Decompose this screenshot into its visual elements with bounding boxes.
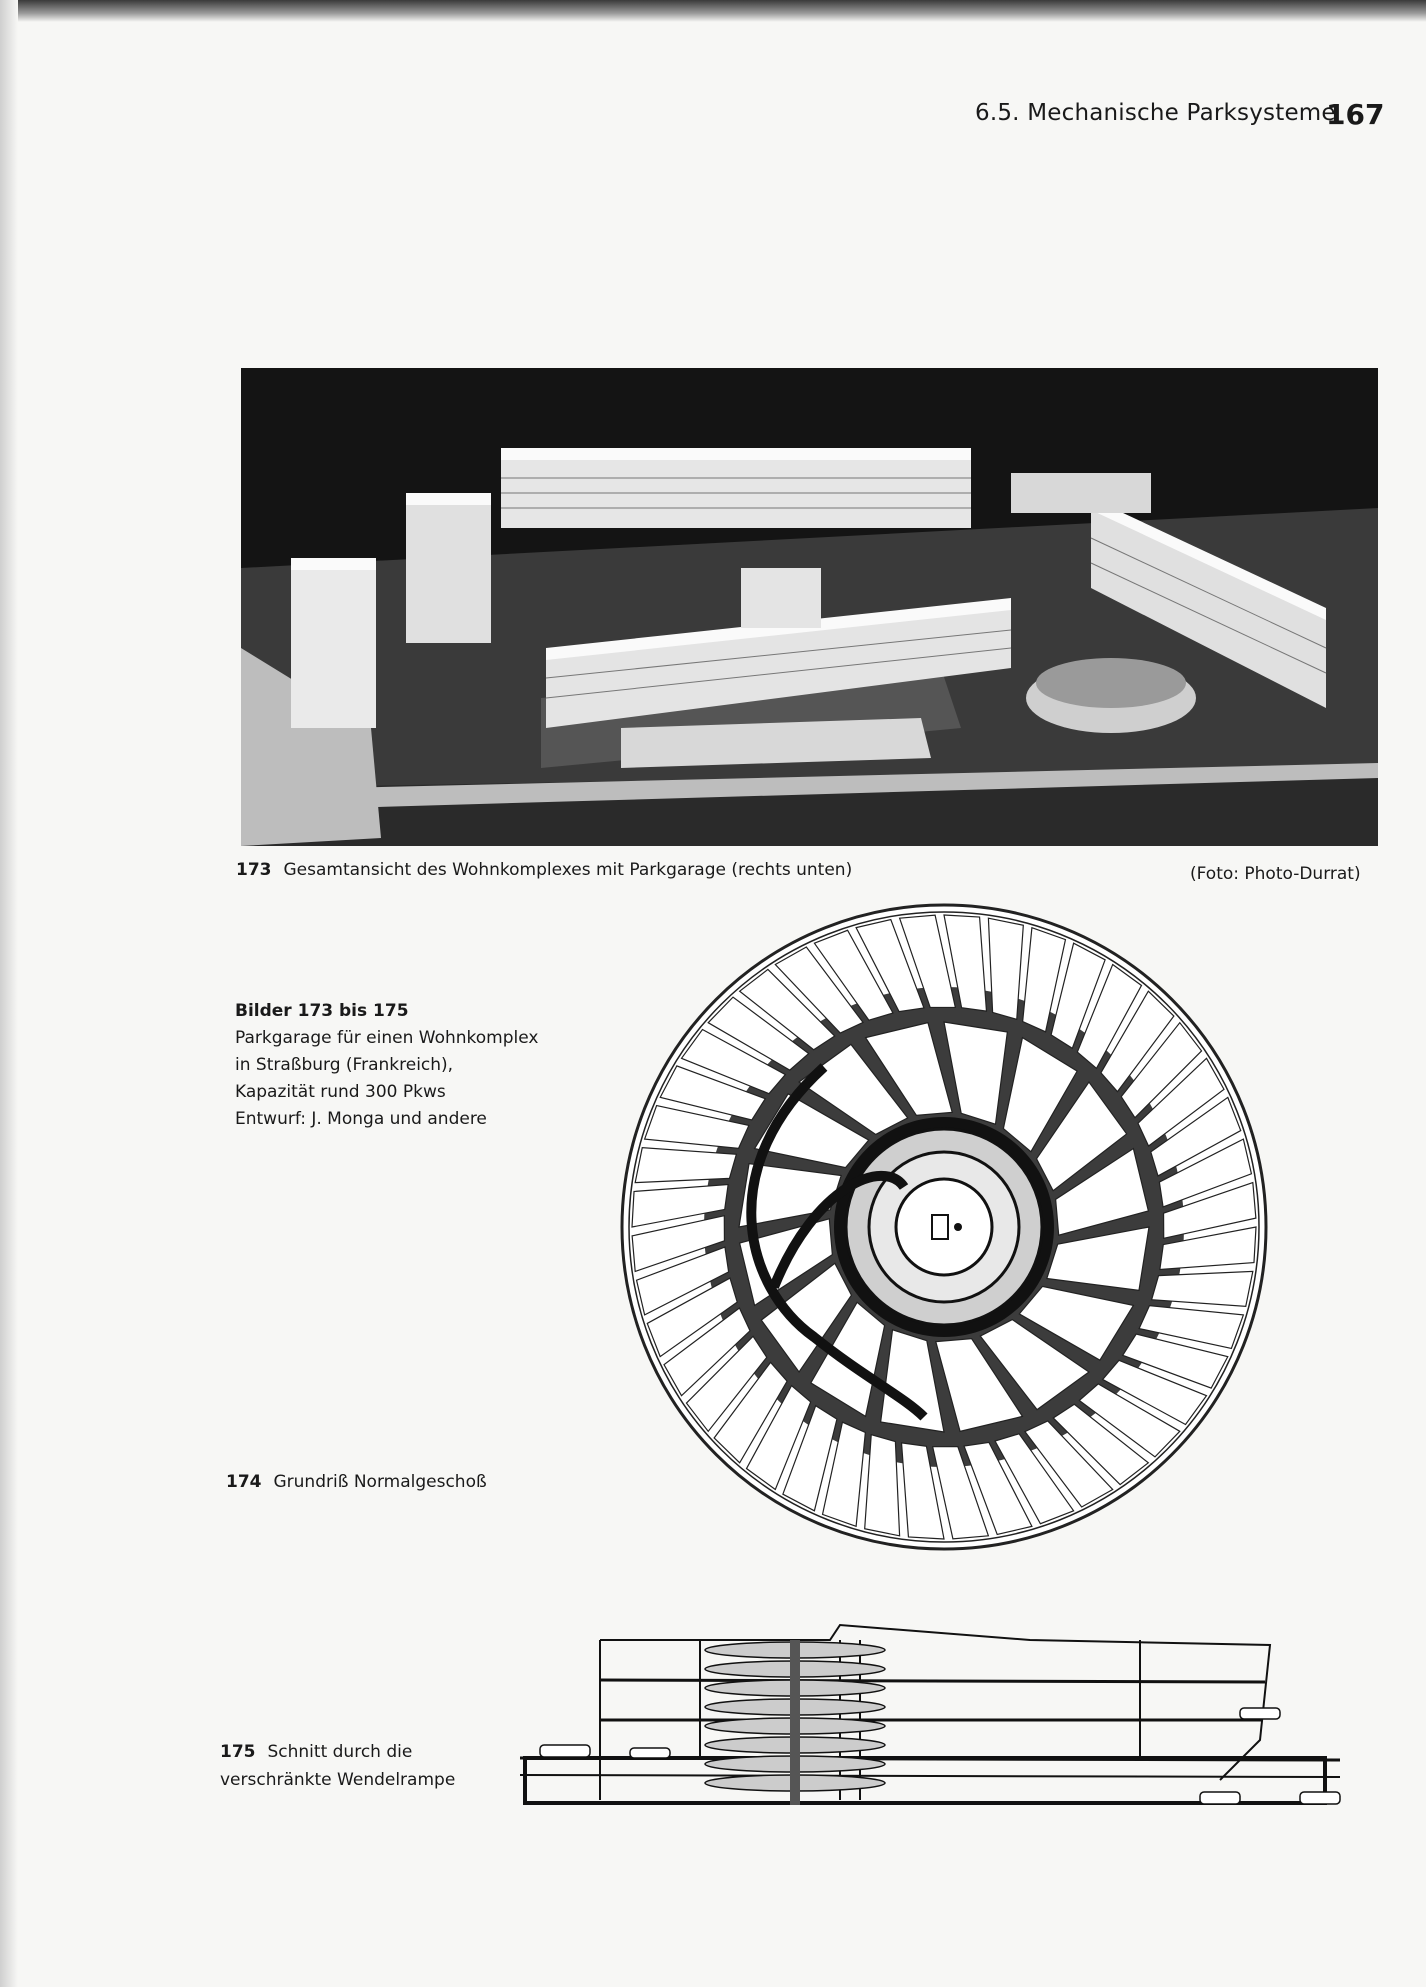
parking-stall	[1152, 1271, 1253, 1306]
photo-credit: (Foto: Photo-Durrat)	[1190, 864, 1361, 884]
figure-174-caption	[226, 1472, 487, 1492]
figure-175-caption	[220, 1738, 455, 1794]
caption-text: Schnitt durch die	[267, 1742, 413, 1762]
page-number: 167	[1326, 98, 1385, 131]
running-header: 6.5. Mechanische Parksysteme	[975, 100, 1336, 126]
parking-stall	[988, 918, 1023, 1019]
figures-description	[235, 998, 538, 1133]
section-drawing-spiral-ramp	[520, 1620, 1360, 1810]
figure-number: 173	[236, 860, 272, 880]
description-line: Entwurf: J. Monga und andere	[235, 1109, 487, 1129]
scan-top-edge	[0, 0, 1426, 22]
parking-stall	[865, 1435, 900, 1536]
figure-number: 175	[220, 1742, 256, 1762]
caption-text: Gesamtansicht des Wohnkomplexes mit Parkgarage (rechts unten)	[283, 860, 853, 880]
description-title: Bilder 173 bis 175	[235, 1001, 409, 1021]
caption-text: Grundriß Normalgeschoß	[273, 1472, 487, 1492]
parking-stall	[635, 1148, 736, 1183]
description-line: Parkgarage für einen Wohnkomplex	[235, 1028, 539, 1048]
figure-173-caption	[236, 860, 852, 880]
figure-number: 174	[226, 1472, 262, 1492]
caption-text: verschränkte Wendelrampe	[220, 1770, 456, 1790]
photo-model-housing-complex	[241, 368, 1378, 846]
description-line: in Straßburg (Frankreich),	[235, 1055, 454, 1075]
description-line: Kapazität rund 300 Pkws	[235, 1082, 446, 1102]
floor-plan-circular-garage	[610, 893, 1278, 1561]
scan-left-edge	[0, 0, 18, 1987]
